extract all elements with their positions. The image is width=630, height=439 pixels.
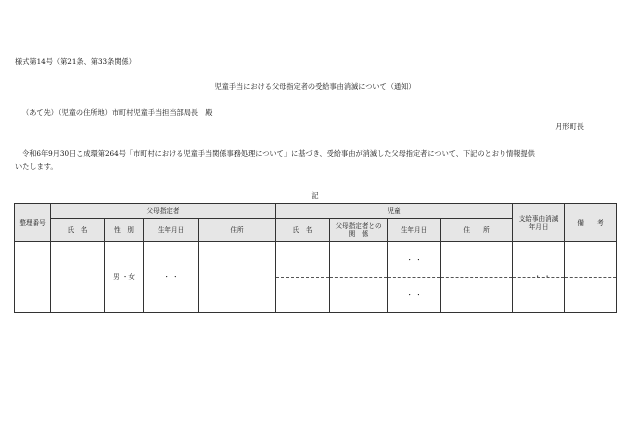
body-text-line-1: 令和6年9月30日こ成環第264号「市町村における児童手当関係事務処理について」に基づき、受給事由が消滅した父母指定者について、下記のとおり情報提供 xyxy=(22,149,535,158)
cell-seiri-number xyxy=(15,242,51,313)
cell-child-address-1 xyxy=(441,242,513,278)
cell-parent-sex: 男 ・女 xyxy=(105,242,144,313)
header-child-relation: 父母指定者との 関 係 xyxy=(330,219,388,242)
cell-child-relation-1 xyxy=(330,242,388,278)
sender: 月形町長 xyxy=(555,122,584,131)
cell-child-address-2 xyxy=(441,278,513,313)
cell-end-date-2 xyxy=(513,278,565,313)
document-title: 児童手当における父母指定者の受給事由消滅について（通知） xyxy=(214,82,416,91)
cell-child-name-1 xyxy=(276,242,330,278)
cell-child-birthdate-1: ・ ・ xyxy=(388,242,441,278)
header-parent-group: 父母指定者 xyxy=(51,204,276,219)
cell-child-birthdate-2: ・ ・ xyxy=(388,278,441,313)
header-end-date: 支給事由消滅 年月日 xyxy=(513,204,565,242)
header-parent-address: 住所 xyxy=(199,219,276,242)
cell-child-relation-2 xyxy=(330,278,388,313)
addressee: （あて先）（児童の住所地）市町村児童手当担当部局長 殿 xyxy=(22,108,213,117)
form-number: 様式第14号（第21条、第33条関係） xyxy=(15,57,136,66)
cell-parent-address xyxy=(199,242,276,313)
header-seiri-number: 整理番号 xyxy=(15,204,51,242)
header-parent-sex: 性 別 xyxy=(105,219,144,242)
cell-biko-2 xyxy=(565,278,617,313)
cell-child-name-2 xyxy=(276,278,330,313)
header-child-birthdate: 生年月日 xyxy=(388,219,441,242)
header-child-address: 住 所 xyxy=(441,219,513,242)
header-parent-name: 氏 名 xyxy=(51,219,105,242)
ki-heading: 記 xyxy=(311,191,319,200)
header-biko: 備 考 xyxy=(565,204,617,242)
cell-end-date-value: ・ ・ xyxy=(534,272,551,281)
header-child-group: 児童 xyxy=(276,204,513,219)
header-child-name: 氏 名 xyxy=(276,219,330,242)
body-text-line-2: いたします。 xyxy=(15,162,58,171)
cell-parent-birthdate: ・ ・ xyxy=(144,242,199,313)
header-parent-birthdate: 生年月日 xyxy=(144,219,199,242)
information-table xyxy=(14,203,617,313)
cell-parent-name xyxy=(51,242,105,313)
cell-biko-1 xyxy=(565,242,617,278)
